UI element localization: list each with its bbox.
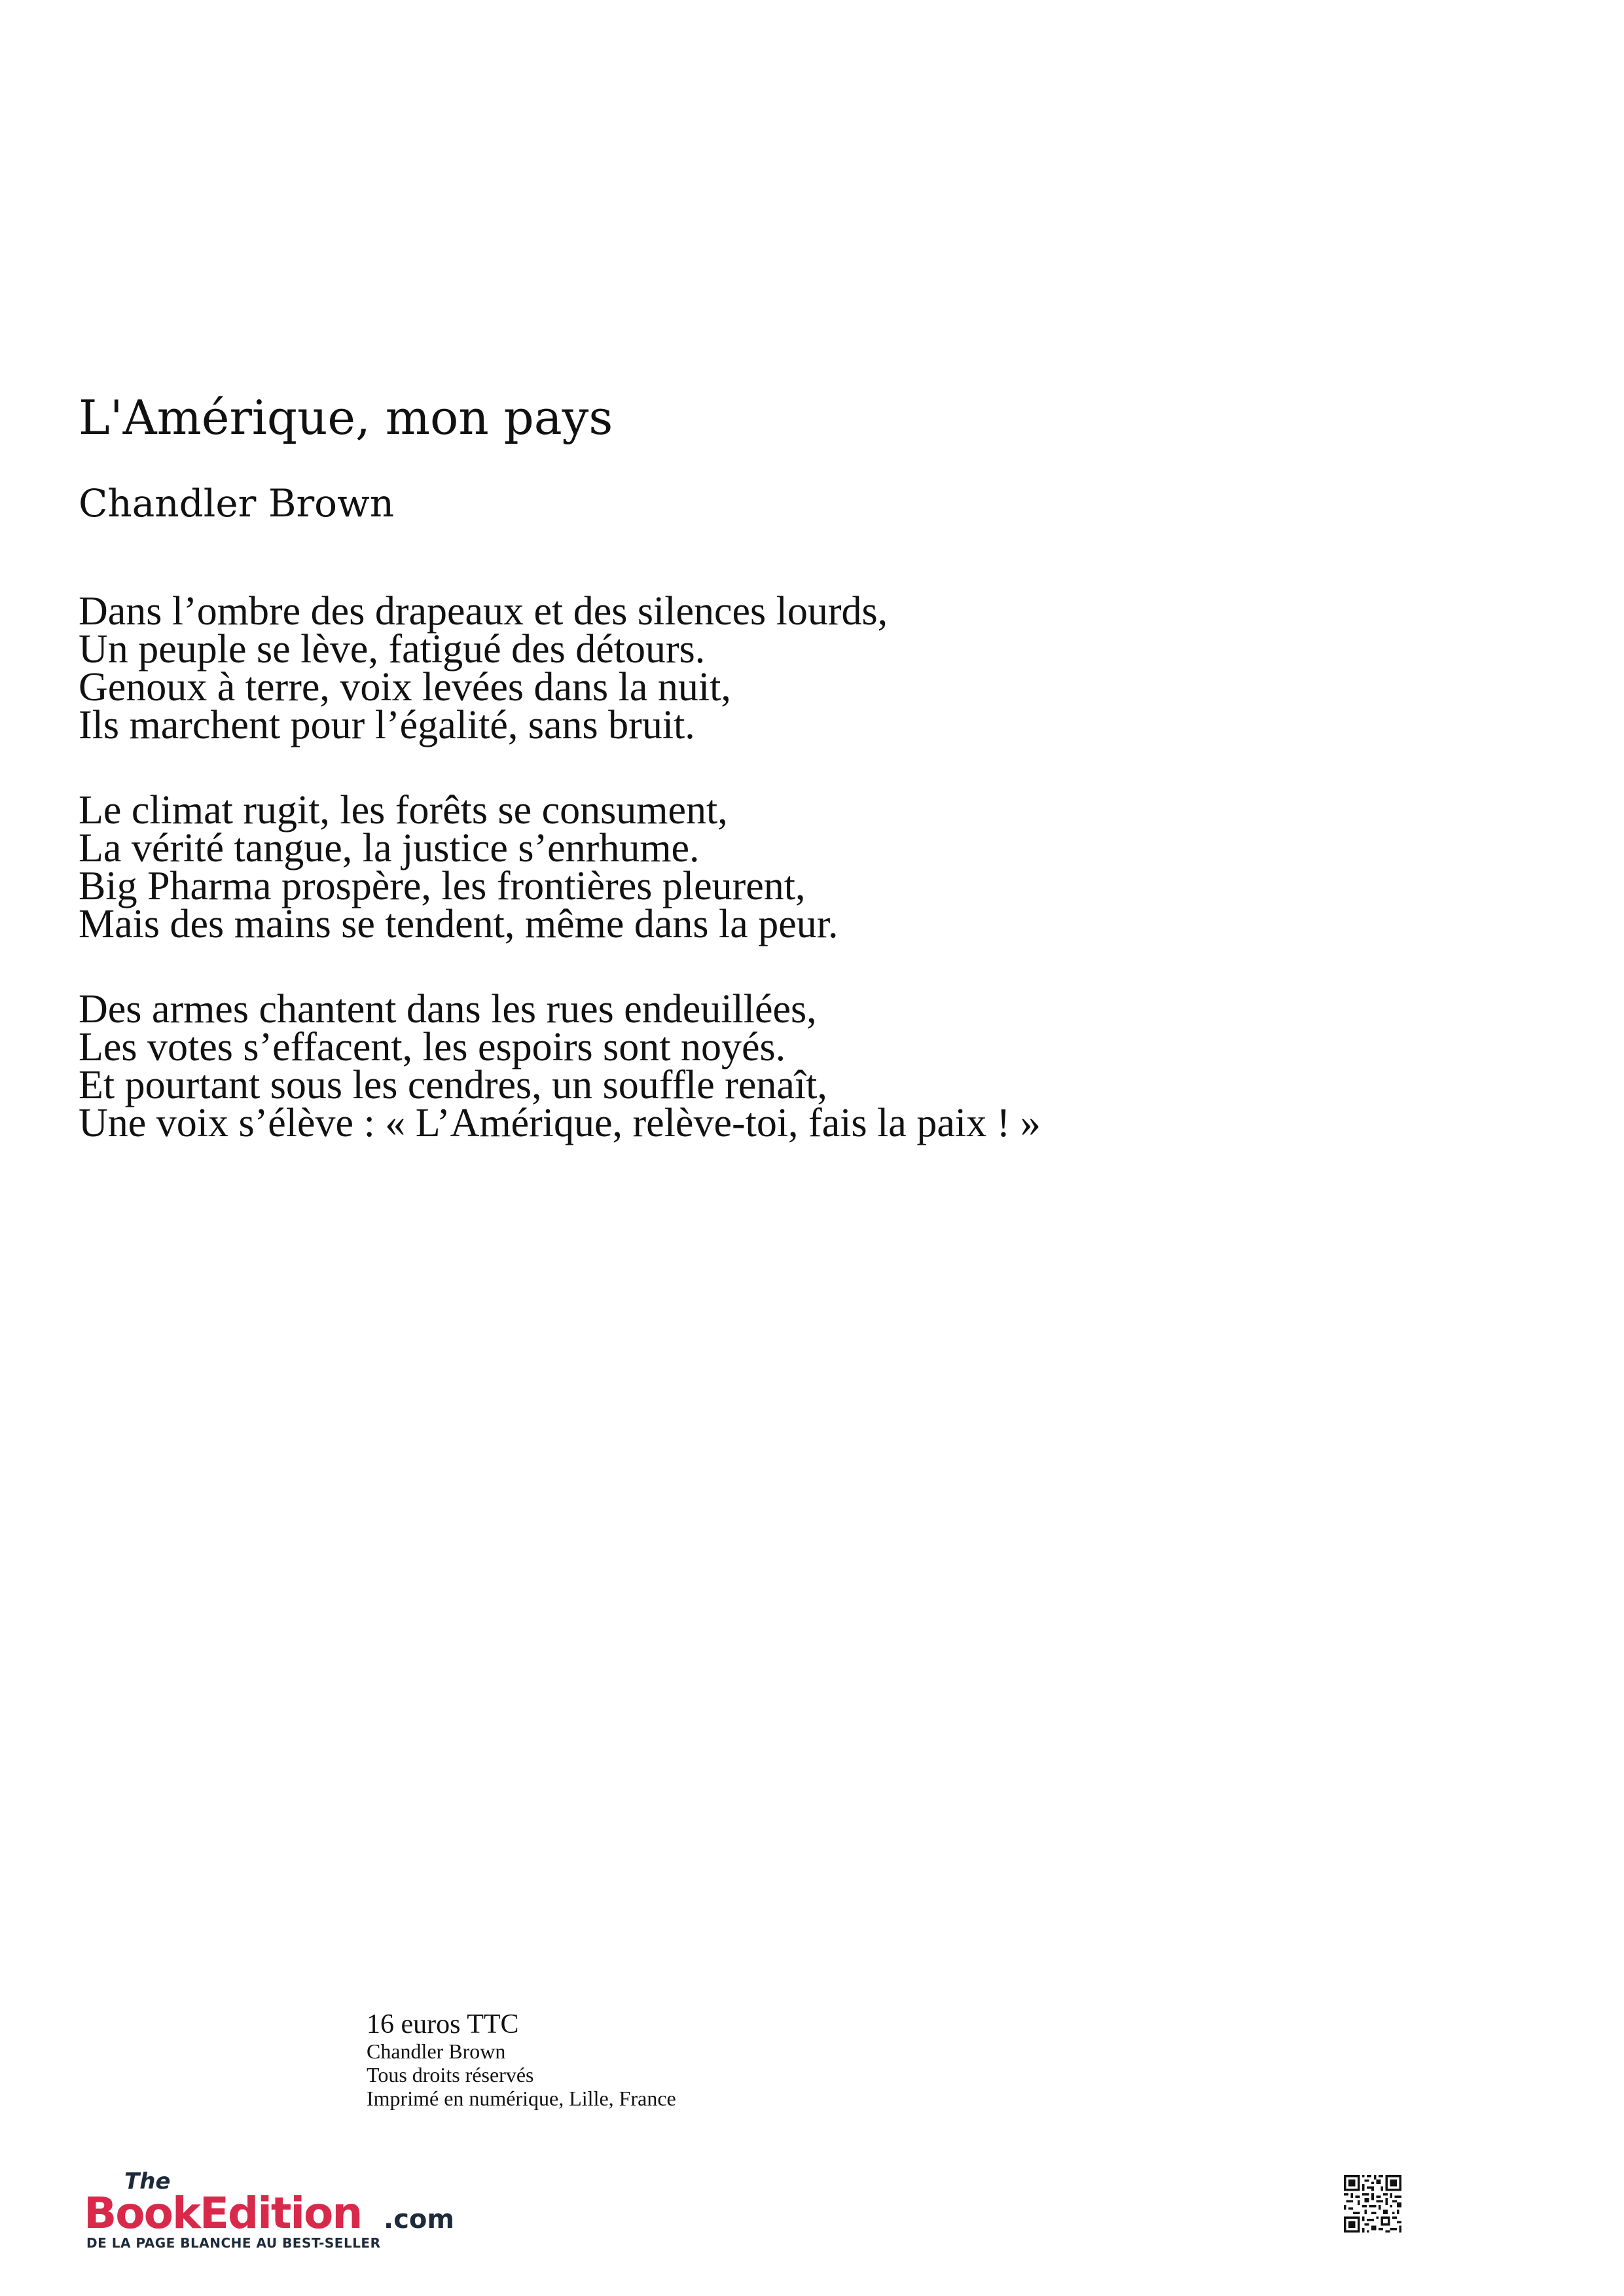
qr-code-icon: [1344, 2175, 1401, 2233]
verse-line: Ils marchent pour l’égalité, sans bruit.: [79, 703, 695, 747]
verse-line: Dans l’ombre des drapeaux et des silences lourds,: [79, 589, 888, 634]
stanza: [79, 589, 1519, 747]
verse-line: Et pourtant sous les cendres, un souffle renaît,: [79, 1063, 827, 1107]
verse-line: Un peuple se lève, fatigué des détours.: [79, 627, 706, 672]
stanza: [79, 987, 1519, 1145]
verse-line: Big Pharma prospère, les frontières pleurent,: [79, 864, 806, 908]
colophon-author: Chandler Brown: [367, 2039, 506, 2063]
verse-line: Des armes chantent dans les rues endeuillées,: [79, 987, 817, 1031]
book-title: L'Amérique, mon pays: [79, 390, 613, 445]
logo-the: The: [124, 2168, 171, 2195]
publisher-tagline: DE LA PAGE BLANCHE AU BEST-SELLER: [86, 2235, 381, 2251]
rights-notice: Tous droits réservés: [367, 2063, 534, 2087]
poem: [79, 589, 1519, 1189]
colophon: [367, 2009, 676, 2110]
logo-com: .com: [384, 2204, 455, 2234]
verse-line: Mais des mains se tendent, même dans la peur.: [79, 902, 839, 946]
verse-line: Genoux à terre, voix levées dans la nuit,: [79, 665, 731, 709]
bookedition-logo-icon: [84, 2165, 490, 2237]
verse-line: Une voix s’élève : « L’Amérique, relève-toi, fais la paix ! »: [79, 1101, 1041, 1145]
logo-bookedition: BookEdition: [84, 2188, 362, 2237]
verse-line: La vérité tangue, la justice s’enrhume.: [79, 826, 700, 870]
stanza: [79, 788, 1519, 946]
printing-notice: Imprimé en numérique, Lille, France: [367, 2087, 676, 2110]
book-author: Chandler Brown: [79, 481, 395, 526]
verse-line: Les votes s’effacent, les espoirs sont noyés.: [79, 1025, 786, 1069]
price-label: 16 euros TTC: [367, 2009, 519, 2039]
verse-line: Le climat rugit, les forêts se consument,: [79, 788, 728, 833]
